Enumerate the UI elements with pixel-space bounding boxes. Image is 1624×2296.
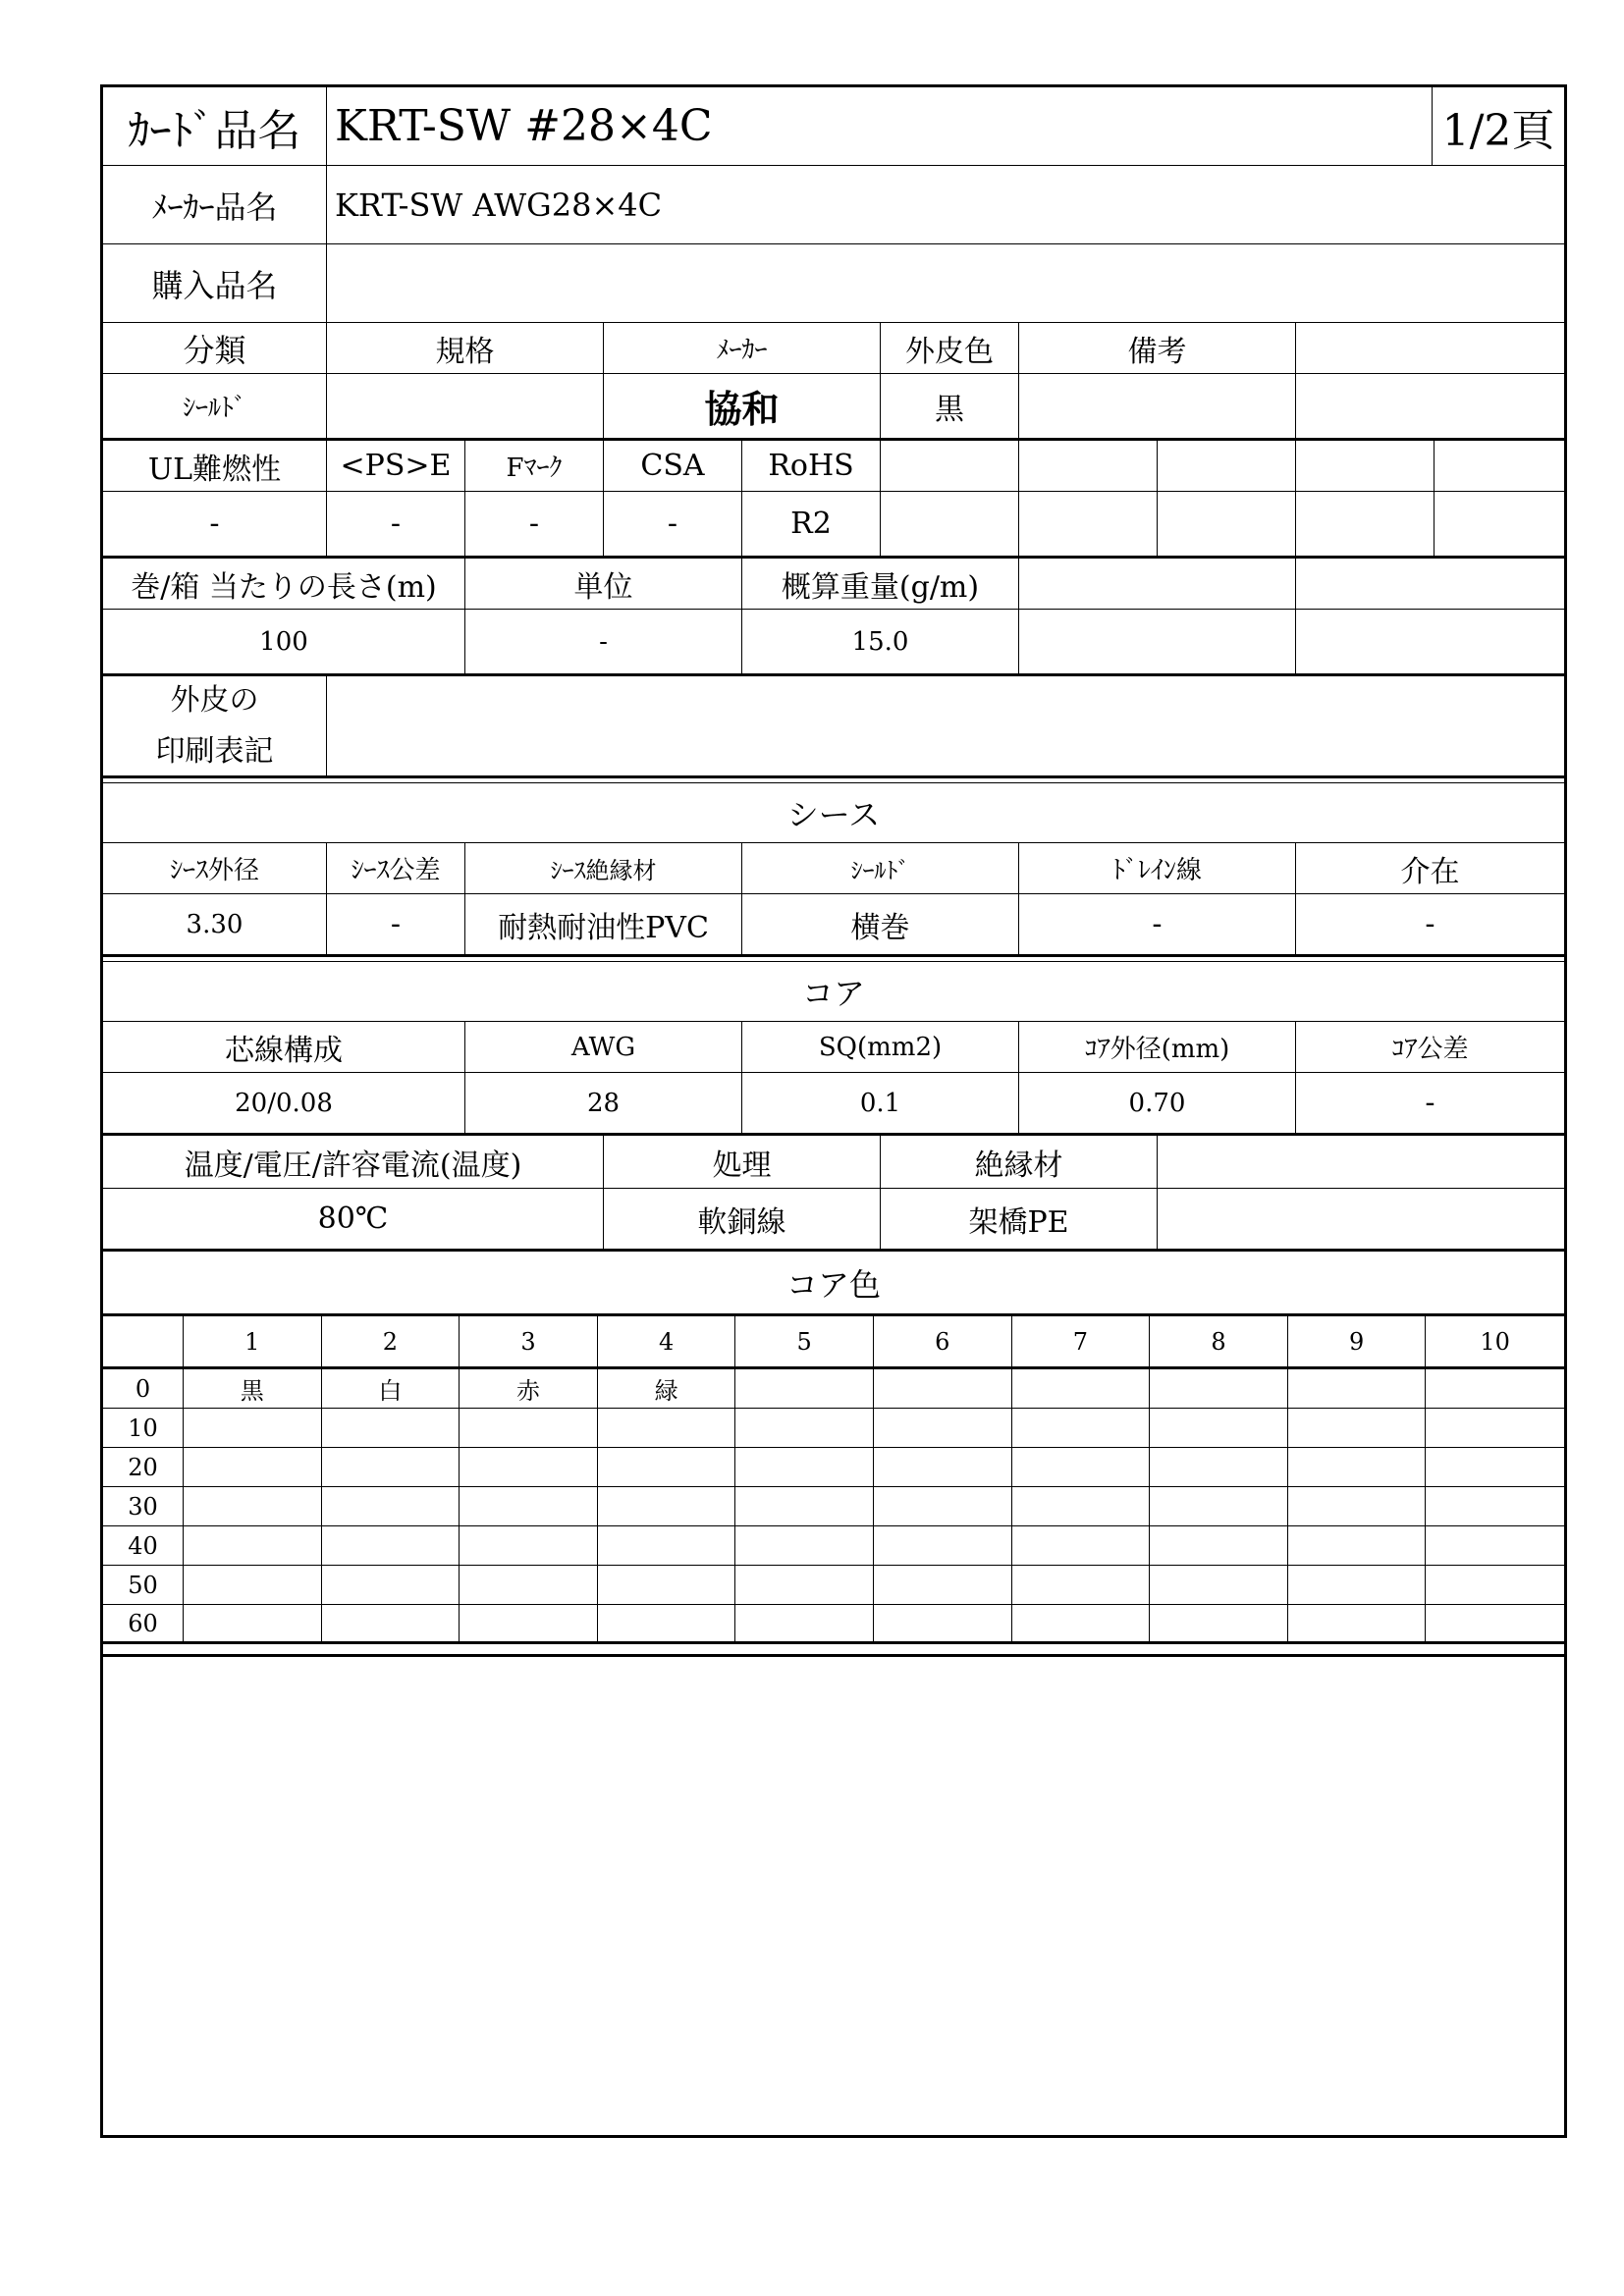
classification-header: 分類 [103, 323, 327, 374]
maker-header: ﾒｰｶｰ [604, 323, 881, 374]
cert-empty-header [881, 441, 1019, 492]
weight-header: 概算重量(g/m) [742, 559, 1019, 610]
notes-area [103, 1654, 1564, 2135]
core-color-row-label: 30 [103, 1487, 184, 1526]
core-color-cell: 赤 [460, 1369, 598, 1409]
core-color-cell [1288, 1487, 1427, 1526]
core-color-cell [460, 1526, 598, 1566]
core-color-cell [598, 1566, 736, 1605]
length-per-roll-value: 100 [103, 610, 465, 676]
f-mark-value: - [465, 492, 604, 559]
core-color-cell [184, 1448, 322, 1487]
core-color-cell [1012, 1409, 1151, 1448]
standard-value [327, 374, 604, 441]
core-color-column-header: 6 [874, 1316, 1012, 1369]
core-color-cell [322, 1605, 460, 1644]
core-color-row-label: 10 [103, 1409, 184, 1448]
core-color-cell [1012, 1566, 1151, 1605]
maker-name-value: KRT-SW AWG28×4C [327, 166, 1564, 244]
cert-empty-value [1296, 492, 1435, 559]
insulation-header: 絶縁材 [881, 1136, 1158, 1189]
core-color-cell [1288, 1448, 1427, 1487]
print-marking-label-line1: 外皮の [170, 682, 259, 718]
remarks-value [1019, 374, 1296, 441]
sheath-shield-header: ｼｰﾙﾄﾞ [742, 843, 1019, 894]
length-empty-value [1296, 610, 1564, 676]
awg-header: AWG [465, 1022, 742, 1073]
sheath-insulation-value: 耐熱耐油性PVC [465, 894, 742, 957]
core-color-cell [598, 1448, 736, 1487]
cert-empty-value [1158, 492, 1296, 559]
outer-color-header: 外皮色 [881, 323, 1019, 374]
core-color-row-label: 20 [103, 1448, 184, 1487]
core-color-cell [322, 1487, 460, 1526]
core-color-cell [874, 1605, 1012, 1644]
core-color-cell [1426, 1605, 1564, 1644]
drain-wire-value: - [1019, 894, 1296, 957]
core-color-cell [735, 1566, 874, 1605]
core-color-cell [460, 1605, 598, 1644]
temp-voltage-current-value: 80℃ [103, 1189, 604, 1252]
length-empty-header [1296, 559, 1564, 610]
cert-empty-value [1435, 492, 1564, 559]
core-color-cell [1150, 1605, 1288, 1644]
core-color-cell [598, 1605, 736, 1644]
spec-sheet [100, 84, 1567, 2138]
unit-header: 単位 [465, 559, 742, 610]
awg-value: 28 [465, 1073, 742, 1136]
unit-value: - [465, 610, 742, 676]
core-color-cell [1012, 1369, 1151, 1409]
core-color-cell [874, 1526, 1012, 1566]
core-color-cell [735, 1448, 874, 1487]
core-empty-value [1158, 1189, 1564, 1252]
maker-name-label: ﾒｰｶｰ品名 [103, 166, 327, 244]
sheath-tolerance-header: ｼｰｽ公差 [327, 843, 465, 894]
length-per-roll-header: 巻/箱 当たりの長さ(m) [103, 559, 465, 610]
core-color-cell [322, 1448, 460, 1487]
filler-value: - [1296, 894, 1564, 957]
core-color-cell [1012, 1448, 1151, 1487]
core-color-cell [1426, 1487, 1564, 1526]
drain-wire-header: ﾄﾞﾚｲﾝ線 [1019, 843, 1296, 894]
core-color-cell [184, 1605, 322, 1644]
core-color-cell: 黒 [184, 1369, 322, 1409]
core-color-cell [598, 1487, 736, 1526]
cert-empty-value [881, 492, 1019, 559]
core-color-column-header: 9 [1288, 1316, 1427, 1369]
core-color-cell [1012, 1526, 1151, 1566]
core-color-cell [1288, 1605, 1427, 1644]
core-color-cell [322, 1526, 460, 1566]
core-color-column-header: 5 [735, 1316, 874, 1369]
page-number: 1/2頁 [1433, 87, 1564, 166]
sq-value: 0.1 [742, 1073, 1019, 1136]
core-color-column-header: 1 [184, 1316, 322, 1369]
ul-flame-value: - [103, 492, 327, 559]
csa-header: CSA [604, 441, 742, 492]
core-color-column-header: 2 [322, 1316, 460, 1369]
rohs-value: R2 [742, 492, 881, 559]
core-color-cell: 緑 [598, 1369, 736, 1409]
core-color-cell [1150, 1448, 1288, 1487]
core-color-cell [1426, 1448, 1564, 1487]
core-color-cell [735, 1605, 874, 1644]
sheath-tolerance-value: - [327, 894, 465, 957]
sq-header: SQ(mm2) [742, 1022, 1019, 1073]
core-color-cell [460, 1409, 598, 1448]
core-color-cell [1150, 1409, 1288, 1448]
sheath-outer-diameter-header: ｼｰｽ外径 [103, 843, 327, 894]
core-color-cell [598, 1526, 736, 1566]
core-color-cell [1150, 1369, 1288, 1409]
purchase-name-label: 購入品名 [103, 244, 327, 323]
core-color-cell [735, 1409, 874, 1448]
core-color-cell [735, 1487, 874, 1526]
core-color-cell [874, 1487, 1012, 1526]
purchase-name-value [327, 244, 1564, 323]
core-color-cell [184, 1487, 322, 1526]
cert-empty-header [1296, 441, 1435, 492]
cert-empty-value [1019, 492, 1158, 559]
core-color-cell [184, 1409, 322, 1448]
core-color-cell [874, 1448, 1012, 1487]
core-color-cell [322, 1566, 460, 1605]
classification-value: ｼｰﾙﾄﾞ [103, 374, 327, 441]
core-color-column-header: 3 [460, 1316, 598, 1369]
core-color-cell [874, 1566, 1012, 1605]
core-color-cell [460, 1448, 598, 1487]
core-color-row-label: 50 [103, 1566, 184, 1605]
core-color-cell [1288, 1566, 1427, 1605]
core-color-column-header: 7 [1012, 1316, 1151, 1369]
core-color-cell [1426, 1369, 1564, 1409]
core-color-cell [735, 1526, 874, 1566]
treatment-header: 処理 [604, 1136, 881, 1189]
extra-header [1296, 323, 1564, 374]
core-color-cell [322, 1409, 460, 1448]
core-color-cell [184, 1526, 322, 1566]
core-color-cell [1288, 1526, 1427, 1566]
core-section-title: コア [103, 961, 1564, 1022]
core-color-cell [1426, 1526, 1564, 1566]
core-color-cell [1150, 1566, 1288, 1605]
core-color-cell [874, 1409, 1012, 1448]
core-color-cell [1426, 1566, 1564, 1605]
core-color-cell [1012, 1605, 1151, 1644]
core-outer-diameter-header: ｺｱ外径(mm) [1019, 1022, 1296, 1073]
sheath-outer-diameter-value: 3.30 [103, 894, 327, 957]
length-empty-header [1019, 559, 1296, 610]
card-title-value: KRT-SW #28×4C [327, 87, 1433, 166]
core-color-column-header: 8 [1150, 1316, 1288, 1369]
core-color-cell [735, 1369, 874, 1409]
core-tolerance-header: ｺｱ公差 [1296, 1022, 1564, 1073]
cert-empty-header [1435, 441, 1564, 492]
length-empty-value [1019, 610, 1296, 676]
core-color-cell [1150, 1487, 1288, 1526]
standard-header: 規格 [327, 323, 604, 374]
pse-header: <PS>E [327, 441, 465, 492]
core-color-cell [1012, 1487, 1151, 1526]
cert-empty-header [1158, 441, 1296, 492]
sheath-section-title: シース [103, 782, 1564, 843]
print-marking-label-line2: 印刷表記 [155, 733, 274, 769]
print-marking-label [103, 676, 327, 778]
core-color-row-label: 40 [103, 1526, 184, 1566]
maker-value: 協和 [604, 374, 881, 441]
core-empty-header [1158, 1136, 1564, 1189]
ul-flame-header: UL難燃性 [103, 441, 327, 492]
core-color-cell [1150, 1526, 1288, 1566]
core-color-column-header: 4 [598, 1316, 736, 1369]
core-color-corner [103, 1316, 184, 1369]
core-tolerance-value: - [1296, 1073, 1564, 1136]
core-color-cell: 白 [322, 1369, 460, 1409]
csa-value: - [604, 492, 742, 559]
temp-voltage-current-header: 温度/電圧/許容電流(温度) [103, 1136, 604, 1189]
conductor-construction-value: 20/0.08 [103, 1073, 465, 1136]
core-color-cell [1288, 1369, 1427, 1409]
pse-value: - [327, 492, 465, 559]
core-color-cell [184, 1566, 322, 1605]
core-color-row-label: 60 [103, 1605, 184, 1644]
conductor-construction-header: 芯線構成 [103, 1022, 465, 1073]
card-title-label: ｶｰﾄﾞ品名 [103, 87, 327, 166]
core-outer-diameter-value: 0.70 [1019, 1073, 1296, 1136]
remarks-header: 備考 [1019, 323, 1296, 374]
core-color-section-title: コア色 [103, 1252, 1564, 1316]
core-color-cell [598, 1409, 736, 1448]
weight-value: 15.0 [742, 610, 1019, 676]
extra-value [1296, 374, 1564, 441]
core-color-column-header: 10 [1426, 1316, 1564, 1369]
sheath-insulation-header: ｼｰｽ絶縁材 [465, 843, 742, 894]
core-color-cell [1426, 1409, 1564, 1448]
filler-header: 介在 [1296, 843, 1564, 894]
core-color-cell [460, 1487, 598, 1526]
print-marking-value [327, 676, 1564, 778]
treatment-value: 軟銅線 [604, 1189, 881, 1252]
core-color-cell [460, 1566, 598, 1605]
rohs-header: RoHS [742, 441, 881, 492]
core-color-cell [874, 1369, 1012, 1409]
f-mark-header: Fﾏｰｸ [465, 441, 604, 492]
cert-empty-header [1019, 441, 1158, 492]
insulation-value: 架橋PE [881, 1189, 1158, 1252]
core-color-cell [1288, 1409, 1427, 1448]
outer-color-value: 黒 [881, 374, 1019, 441]
core-color-row-label: 0 [103, 1369, 184, 1409]
sheath-shield-value: 横巻 [742, 894, 1019, 957]
